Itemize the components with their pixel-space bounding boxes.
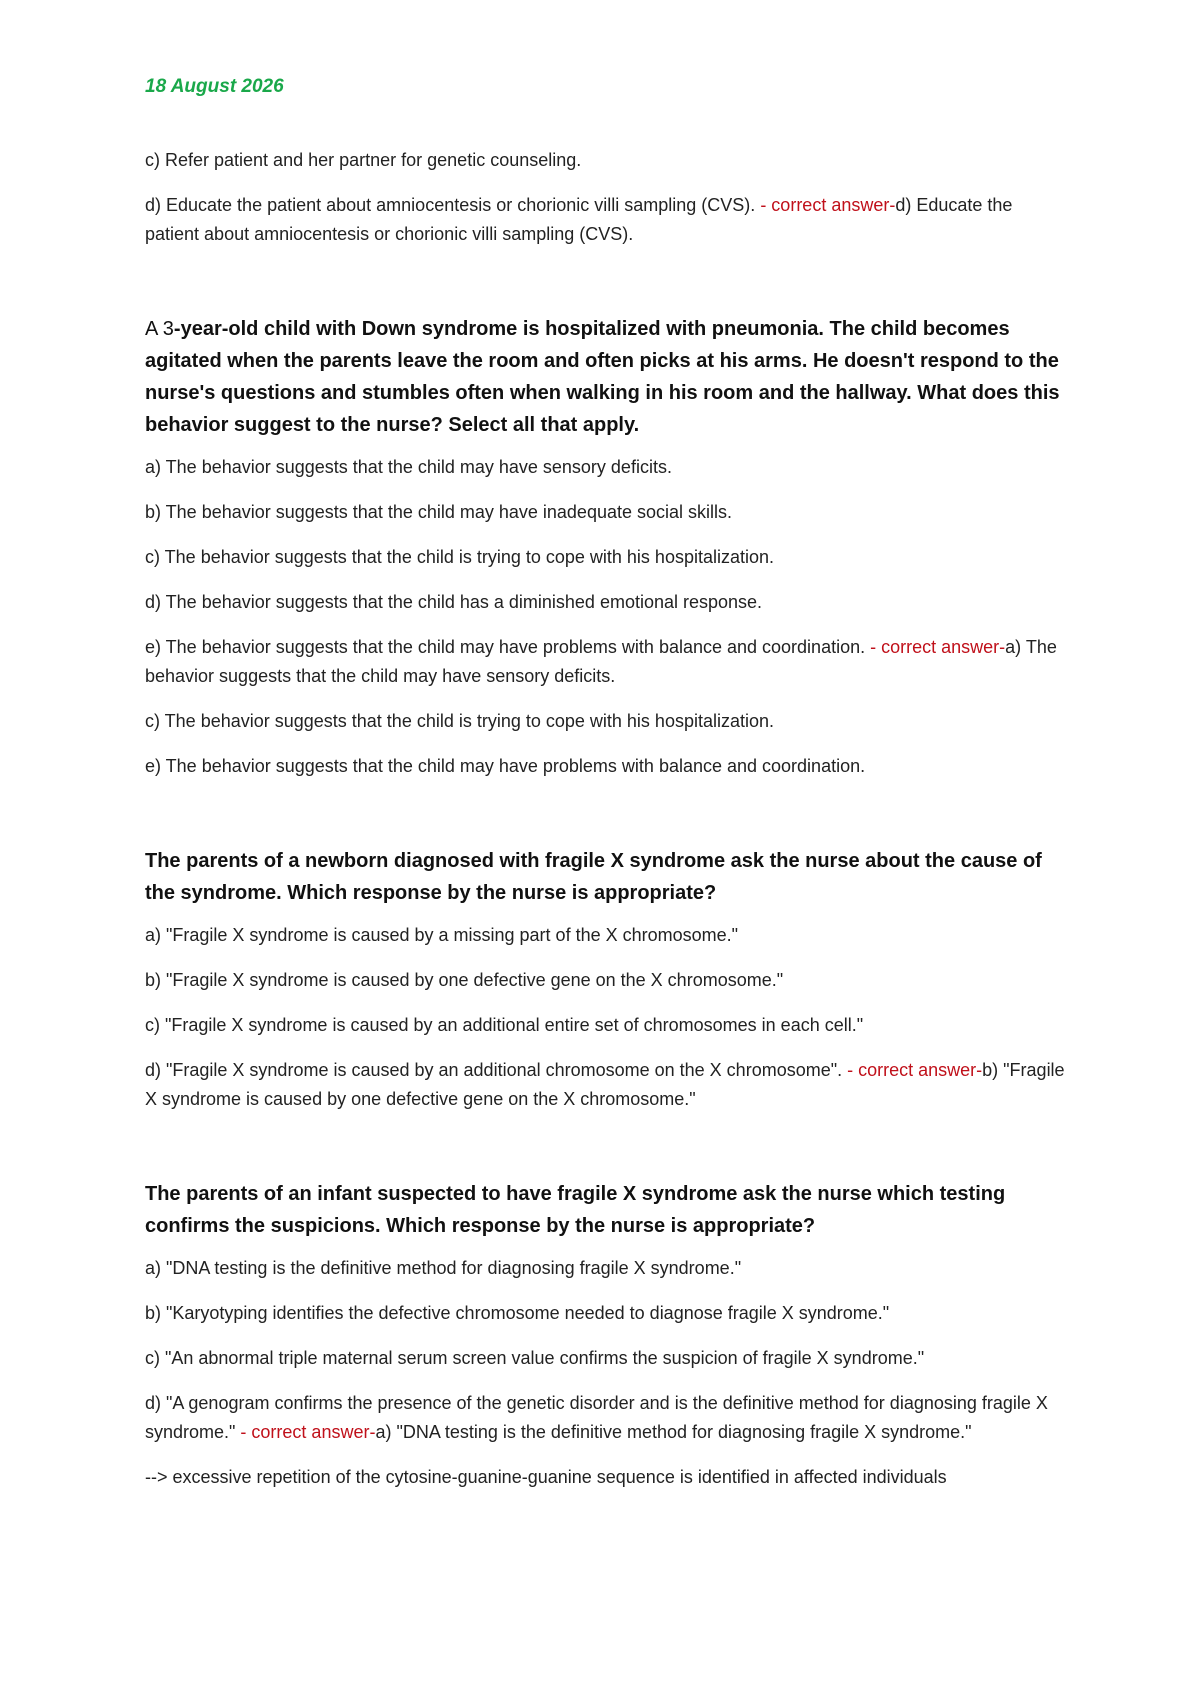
question-3-option-c: c) "An abnormal triple maternal serum screen value confirms the suspicion of fragile X syndrome." [145,1348,925,1368]
answer-text: d) Educate the patient about amniocentesis or chorionic villi sampling (CVS). [145,195,1013,244]
correct-answer-marker: - correct answer- [235,1422,376,1442]
answer-text: a) "DNA testing is the definitive method for diagnosing fragile X syndrome." [375,1422,972,1442]
question-2-option-a: a) "Fragile X syndrome is caused by a missing part of the X chromosome." [145,925,739,945]
correct-answer-marker: - correct answer- [842,1060,983,1080]
correct-answer-marker: - correct answer- [865,637,1006,657]
question-3-option-d-with-answer [145,1389,1071,1447]
question-1-answer-c: c) The behavior suggests that the child is trying to cope with his hospitalization. [145,711,775,731]
option-text: e) The behavior suggests that the child may have problems with balance and coordination. [145,637,866,657]
question-1-option-c: c) The behavior suggests that the child is trying to cope with his hospitalization. [145,547,775,567]
question-3-note: --> excessive repetition of the cytosine-guanine-guanine sequence is identified in affected individuals [145,1467,947,1487]
question-1-stem [145,313,1071,441]
section-gap [145,797,1071,845]
option-text: d) "Fragile X syndrome is caused by an additional chromosome on the X chromosome". [145,1060,843,1080]
question-3-option-a: a) "DNA testing is the definitive method for diagnosing fragile X syndrome." [145,1258,742,1278]
question-2-stem: The parents of a newborn diagnosed with fragile X syndrome ask the nurse about the cause of the syndrome. Which response by the nurse is appropriate? [145,850,1042,904]
question-2-option-d-with-answer [145,1056,1071,1114]
question-1-option-b: b) The behavior suggests that the child may have inadequate social skills. [145,502,733,522]
correct-answer-marker: - correct answer- [755,195,896,215]
answer-text: b) "Fragile X syndrome is caused by one defective gene on the X chromosome." [145,1060,1065,1109]
question-3-option-b: b) "Karyotyping identifies the defective chromosome needed to diagnose fragile X syndrome." [145,1303,890,1323]
question-lead: A 3 [145,318,174,340]
question-1-option-a: a) The behavior suggests that the child may have sensory deficits. [145,457,672,477]
question-1-option-d: d) The behavior suggests that the child has a diminished emotional response. [145,592,763,612]
question-text: -year-old child with Down syndrome is hospitalized with pneumonia. The child becomes agitated when the parents leave the room and often picks at his arms. He doesn't respond to the nurse's questions and stumbles often when walking in his room and the hallway. What does this behavior suggest to the nurse? Select all that apply. [145,318,1060,436]
intro-option-d-with-answer [145,191,1071,249]
header-date: 18 August 2026 [145,76,284,97]
intro-option-c: c) Refer patient and her partner for genetic counseling. [145,150,582,170]
question-2-option-c: c) "Fragile X syndrome is caused by an additional entire set of chromosomes in each cell." [145,1015,864,1035]
answer-text: a) The behavior suggests that the child may have sensory deficits. [145,637,1057,686]
question-3-stem: The parents of an infant suspected to have fragile X syndrome ask the nurse which testing confirms the suspicions. Which response by the nurse is appropriate? [145,1183,1006,1237]
option-text: d) "A genogram confirms the presence of the genetic disorder and is the definitive method for diagnosing fragile X syndrome." [145,1393,1048,1442]
question-2-option-b: b) "Fragile X syndrome is caused by one defective gene on the X chromosome." [145,970,784,990]
section-gap [145,265,1071,313]
question-1-answer-e: e) The behavior suggests that the child may have problems with balance and coordination. [145,756,866,776]
section-gap [145,1130,1071,1178]
question-1-option-e-with-answer [145,633,1071,691]
option-text: d) Educate the patient about amniocentesis or chorionic villi sampling (CVS). [145,195,756,215]
